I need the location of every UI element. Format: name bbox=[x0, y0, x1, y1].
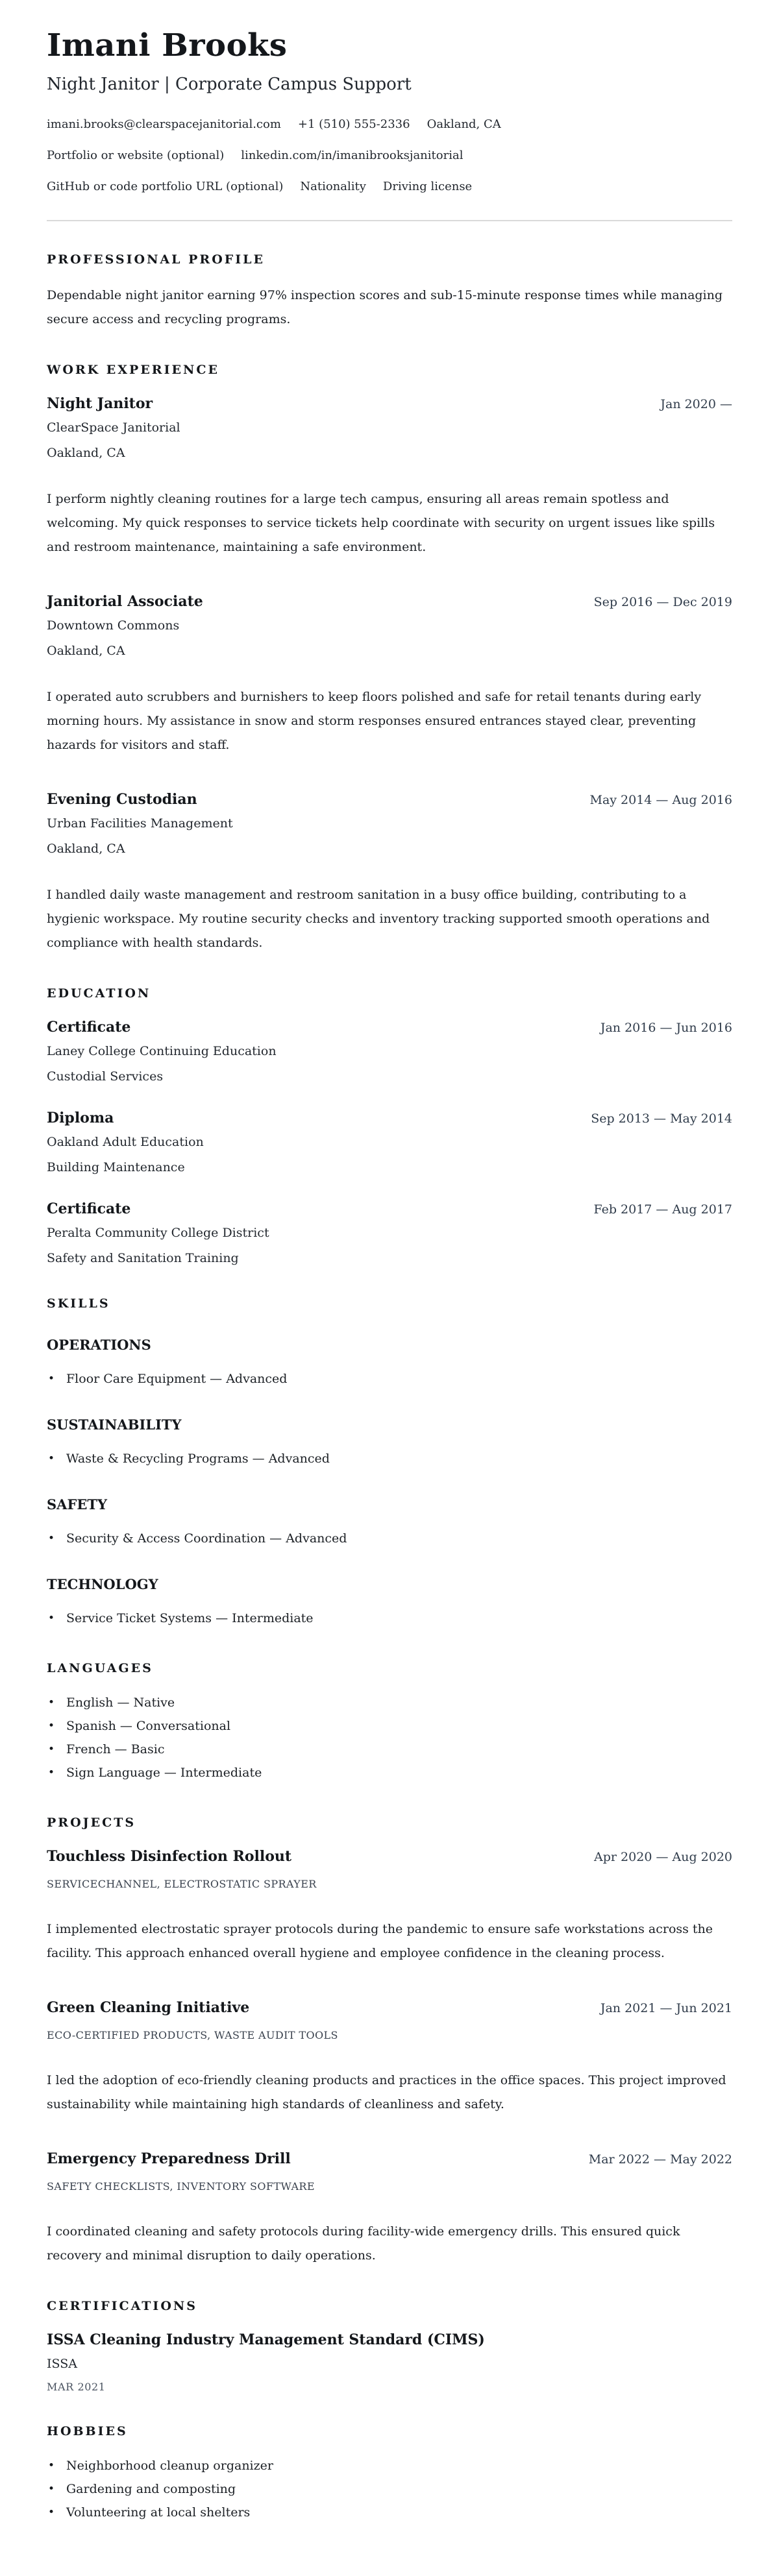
project-dates: Apr 2020 — Aug 2020 bbox=[594, 1849, 732, 1864]
project-entry-head bbox=[47, 1999, 732, 2016]
project-title: Green Cleaning Initiative bbox=[47, 1999, 250, 2016]
section-projects bbox=[47, 1816, 732, 2268]
hobby-item: • Volunteering at local shelters bbox=[47, 2501, 732, 2524]
edu-degree: Certificate bbox=[47, 1200, 131, 1217]
section-heading-certifications: CERTIFICATIONS bbox=[47, 2298, 197, 2313]
job-description: I perform nightly cleaning routines for a large tech campus, ensuring all areas remain spotless and welcoming. My quick responses to service tickets help coordinate with security on urgent issues like spills and restroom maintenance, maintaining a safe environment. bbox=[47, 491, 715, 554]
contact-row bbox=[47, 147, 732, 164]
skill-item: • Waste & Recycling Programs — Advanced bbox=[47, 1447, 732, 1470]
skill-item: • Floor Care Equipment — Advanced bbox=[47, 1367, 732, 1391]
skill-group bbox=[47, 1576, 732, 1630]
job-company: Downtown Commons bbox=[47, 618, 180, 633]
skill-item: • Service Ticket Systems — Intermediate bbox=[47, 1607, 732, 1630]
language-item: • Sign Language — Intermediate bbox=[47, 1761, 732, 1784]
job-description: I handled daily waste management and restroom sanitation in a busy office building, contributing to a hygienic workspace. My routine security checks and inventory tracking supported smooth operations and compliance with health standards. bbox=[47, 887, 710, 950]
skill-category: SAFETY bbox=[47, 1496, 107, 1513]
contact-row bbox=[47, 116, 732, 133]
project-description: I led the adoption of eco-friendly cleaning products and practices in the office spaces. This project improved sustainability while maintaining high standards of cleanliness and safety. bbox=[47, 2072, 726, 2111]
hobby-item: • Neighborhood cleanup organizer bbox=[47, 2454, 732, 2477]
language-item: • English — Native bbox=[47, 1691, 732, 1714]
candidate-tagline: Night Janitor | Corporate Campus Support bbox=[47, 74, 412, 94]
education-entry-head bbox=[47, 1200, 732, 1217]
education-entry bbox=[47, 1200, 732, 1265]
edu-field: Building Maintenance bbox=[47, 1160, 185, 1174]
project-tools: SERVICECHANNEL, ELECTROSTATIC SPRAYER bbox=[47, 1877, 317, 1890]
section-professional-profile bbox=[47, 252, 732, 332]
edu-dates: Sep 2013 — May 2014 bbox=[591, 1111, 732, 1126]
hobby-item: • Gardening and composting bbox=[47, 2477, 732, 2501]
project-entry bbox=[47, 2150, 732, 2268]
cert-title: ISSA Cleaning Industry Management Standard (CIMS) bbox=[47, 2331, 485, 2348]
job-dates: Jan 2020 — bbox=[660, 396, 732, 411]
job-entry-head bbox=[47, 593, 732, 610]
project-title: Emergency Preparedness Drill bbox=[47, 2150, 291, 2167]
section-education bbox=[47, 986, 732, 1265]
edu-degree: Certificate bbox=[47, 1018, 131, 1036]
edu-school: Peralta Community College District bbox=[47, 1225, 269, 1240]
section-heading-hobbies: HOBBIES bbox=[47, 2424, 128, 2438]
job-entry bbox=[47, 395, 732, 559]
skill-item: • Security & Access Coordination — Advanced bbox=[47, 1527, 732, 1550]
education-entry-head bbox=[47, 1019, 732, 1036]
project-description: I implemented electrostatic sprayer protocols during the pandemic to ensure safe workstations across the facility. This approach enhanced overall hygiene and employee confidence in the cleaning process. bbox=[47, 1921, 713, 1960]
edu-school: Oakland Adult Education bbox=[47, 1134, 204, 1149]
job-dates: May 2014 — Aug 2016 bbox=[589, 792, 732, 807]
job-title: Janitorial Associate bbox=[47, 592, 203, 610]
edu-field: Custodial Services bbox=[47, 1069, 164, 1084]
job-title: Evening Custodian bbox=[47, 790, 197, 808]
skill-category: SUSTAINABILITY bbox=[47, 1416, 182, 1433]
project-tools: ECO-CERTIFIED PRODUCTS, WASTE AUDIT TOOLS bbox=[47, 2028, 338, 2041]
skill-list bbox=[47, 1607, 732, 1630]
skill-list bbox=[47, 1447, 732, 1470]
certification-entry bbox=[47, 2331, 732, 2393]
contact-github-placeholder: GitHub or code portfolio URL (optional) bbox=[47, 179, 284, 193]
contact-block bbox=[47, 116, 732, 195]
contact-nationality-placeholder: Nationality bbox=[300, 179, 366, 193]
project-entry-head bbox=[47, 2150, 732, 2167]
education-entry bbox=[47, 1110, 732, 1174]
project-dates: Mar 2022 — May 2022 bbox=[588, 2152, 732, 2167]
cert-issuer: ISSA bbox=[47, 2356, 77, 2371]
section-heading-profile: PROFESSIONAL PROFILE bbox=[47, 252, 265, 267]
candidate-name: Imani Brooks bbox=[47, 27, 288, 64]
skill-category: TECHNOLOGY bbox=[47, 1575, 158, 1592]
header-divider bbox=[47, 220, 732, 221]
contact-row bbox=[47, 178, 732, 195]
section-certifications bbox=[47, 2299, 732, 2393]
education-entry-head bbox=[47, 1110, 732, 1126]
profile-text: Dependable night janitor earning 97% inspection scores and sub-15-minute response times while managing secure access and recycling programs. bbox=[47, 287, 723, 326]
job-location: Oakland, CA bbox=[47, 643, 125, 658]
skill-category: OPERATIONS bbox=[47, 1336, 151, 1353]
section-heading-work: WORK EXPERIENCE bbox=[47, 362, 219, 377]
edu-dates: Feb 2017 — Aug 2017 bbox=[593, 1202, 732, 1217]
resume-header bbox=[47, 25, 732, 221]
project-title: Touchless Disinfection Rollout bbox=[47, 1847, 292, 1865]
job-entry bbox=[47, 593, 732, 757]
skill-list bbox=[47, 1367, 732, 1391]
skill-list bbox=[47, 1527, 732, 1550]
job-entry bbox=[47, 791, 732, 955]
section-work-experience bbox=[47, 363, 732, 955]
job-dates: Sep 2016 — Dec 2019 bbox=[593, 594, 732, 609]
job-company: Urban Facilities Management bbox=[47, 816, 233, 831]
edu-school: Laney College Continuing Education bbox=[47, 1043, 277, 1058]
job-location: Oakland, CA bbox=[47, 445, 125, 460]
section-skills bbox=[47, 1296, 732, 1630]
hobby-list bbox=[47, 2454, 732, 2524]
contact-location: Oakland, CA bbox=[427, 117, 501, 131]
language-item: • French — Basic bbox=[47, 1738, 732, 1761]
section-hobbies bbox=[47, 2424, 732, 2524]
skill-group bbox=[47, 1416, 732, 1470]
edu-dates: Jan 2016 — Jun 2016 bbox=[600, 1020, 732, 1035]
contact-linkedin: linkedin.com/in/imanibrooksjanitorial bbox=[241, 148, 464, 162]
job-title: Night Janitor bbox=[47, 395, 153, 412]
edu-field: Safety and Sanitation Training bbox=[47, 1250, 239, 1265]
project-description: I coordinated cleaning and safety protocols during facility-wide emergency drills. This ensured quick recovery and minimal disruption to daily operations. bbox=[47, 2224, 680, 2263]
project-entry bbox=[47, 1999, 732, 2117]
contact-driving-license-placeholder: Driving license bbox=[382, 179, 473, 193]
job-entry-head bbox=[47, 395, 732, 412]
project-entry-head bbox=[47, 1848, 732, 1865]
language-item: • Spanish — Conversational bbox=[47, 1714, 732, 1738]
section-heading-languages: LANGUAGES bbox=[47, 1660, 153, 1675]
section-heading-skills: SKILLS bbox=[47, 1296, 110, 1311]
job-location: Oakland, CA bbox=[47, 841, 125, 856]
section-heading-projects: PROJECTS bbox=[47, 1815, 136, 1830]
section-heading-education: EDUCATION bbox=[47, 986, 151, 1001]
job-description: I operated auto scrubbers and burnishers to keep floors polished and safe for retail tenants during early morning hours. My assistance in snow and storm responses ensured entrances stayed clear, preventing hazards for visitors and staff. bbox=[47, 689, 702, 752]
skill-group bbox=[47, 1496, 732, 1550]
contact-portfolio-placeholder: Portfolio or website (optional) bbox=[47, 148, 225, 162]
edu-degree: Diploma bbox=[47, 1109, 114, 1126]
job-company: ClearSpace Janitorial bbox=[47, 420, 180, 435]
cert-date: MAR 2021 bbox=[47, 2380, 106, 2393]
job-entry-head bbox=[47, 791, 732, 808]
project-entry bbox=[47, 1848, 732, 1965]
section-languages bbox=[47, 1661, 732, 1784]
education-entry bbox=[47, 1019, 732, 1084]
language-list bbox=[47, 1691, 732, 1784]
project-dates: Jan 2021 — Jun 2021 bbox=[600, 2000, 732, 2015]
skill-group bbox=[47, 1337, 732, 1391]
contact-phone: +1 (510) 555-2336 bbox=[297, 117, 410, 131]
contact-email: imani.brooks@clearspacejanitorial.com bbox=[47, 117, 281, 131]
project-tools: SAFETY CHECKLISTS, INVENTORY SOFTWARE bbox=[47, 2180, 315, 2193]
